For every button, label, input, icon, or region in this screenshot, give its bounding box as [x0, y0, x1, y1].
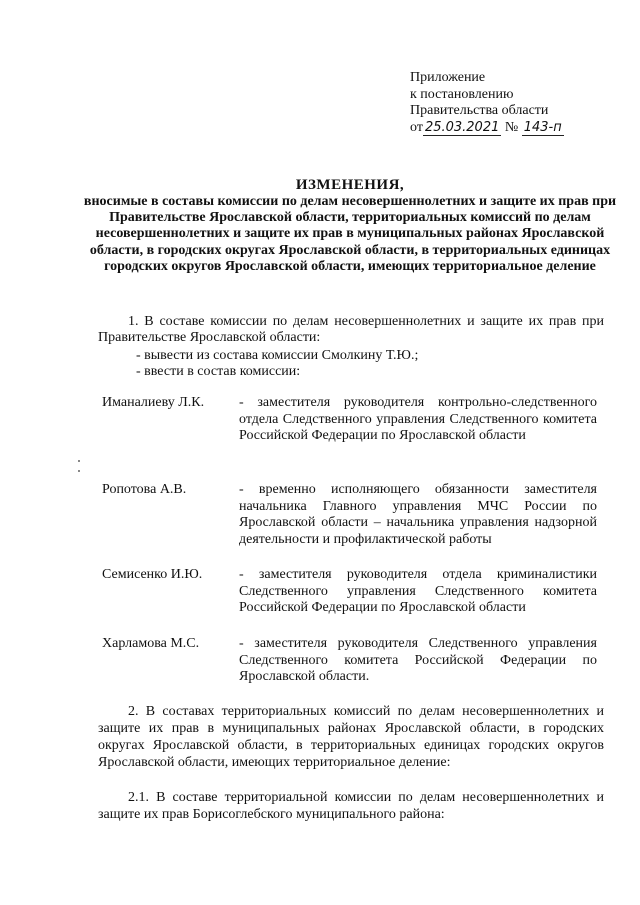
appendix-block	[410, 70, 564, 136]
section-1-remove-line: - вывести из состава комиссии Смолкину Т.Ю.;	[136, 348, 419, 363]
section-2-1-text: 2.1. В составе территориальной комиссии по делам несовершеннолетних и защите их прав Борисоглебского муниципального района:	[98, 790, 604, 822]
member-position: - заместителя руководителя отдела криминалистики Следственного управления Следственного комитета Российской Федерации по Ярославской области	[239, 567, 597, 615]
member-position: - временно исполняющего обязанности заместителя начальника Главного управления МЧС России по Ярославской области – начальника управления надзорной деятельности и профилактической работы	[239, 482, 597, 547]
member-name: Ропотова А.В.	[102, 482, 187, 497]
member-name: Иманалиеву Л.К.	[102, 395, 205, 410]
document-title: ИЗМЕНЕНИЯ,	[295, 177, 405, 193]
member-name: Семисенко И.Ю.	[102, 567, 203, 582]
appendix-line-1: Приложение	[410, 70, 486, 85]
section-1-add-line: - ввести в состав комиссии:	[136, 364, 301, 379]
handwritten-date: 25.03.2021	[424, 119, 500, 135]
scan-speck	[78, 460, 80, 462]
scan-speck	[78, 470, 80, 472]
date-prefix: от	[410, 119, 423, 135]
member-position: - заместителя руководителя контрольно-следственного отдела Следственного управления Следственного комитета Российской Федерации по Ярославской области	[239, 395, 597, 443]
appendix-date-line	[410, 120, 564, 137]
appendix-line-2: к постановлению	[410, 86, 514, 102]
number-prefix: №	[504, 119, 519, 135]
member-position: - заместителя руководителя Следственного управления Следственного комитета Российской Федерации по Ярославской области.	[239, 636, 597, 684]
section-2-text: 2. В составах территориальных комиссий по делам несовершеннолетних и защите их прав в муниципальных районах Ярославской области, в городских округах Ярославской области, в территориальных единицах городских округов Ярославской области, имеющих территориальное деление:	[98, 704, 604, 770]
appendix-line-3: Правительства области	[410, 103, 549, 118]
member-name: Харламова М.С.	[102, 636, 200, 651]
document-subtitle: вносимые в составы комиссии по делам несовершеннолетних и защите их прав при Правительстве Ярославской области, территориальных комиссий по делам несовершеннолетних и защите их прав в муниципальных районах Ярославской области, в городских округах Ярославской области, в территориальных единицах городских округов Ярославской области, имеющих территориальное деление	[83, 194, 617, 274]
handwritten-number: 143-п	[523, 119, 562, 135]
section-1-text: 1. В составе комиссии по делам несовершеннолетних и защите их прав при Правительстве Ярославской области:	[98, 314, 604, 345]
